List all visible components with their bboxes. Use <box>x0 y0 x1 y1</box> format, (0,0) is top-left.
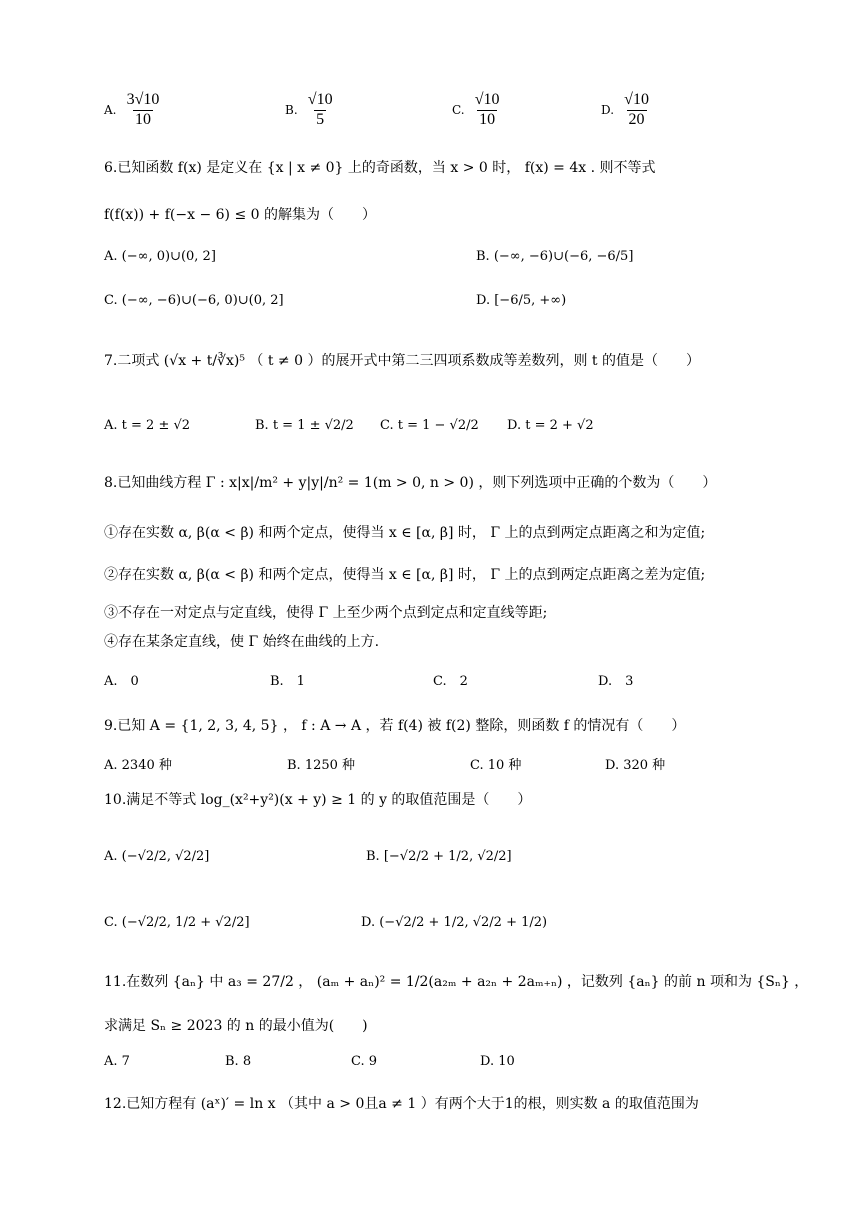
q8-statement-1: ①存在实数 α, β(α < β) 和两个定点，使得当 x ∈ [α, β] 时， Γ 上的点到两定点距离之和为定值; <box>104 525 706 541</box>
q9-option-a: A. 2340 种 <box>104 758 172 773</box>
q10-option-b: B. [−√2/2 + 1/2, √2/2] <box>366 849 512 864</box>
q8-statement-4: ④存在某条定直线，使 Γ 始终在曲线的上方. <box>104 634 380 650</box>
q9-stem: 9.已知 A = {1, 2, 3, 4, 5} ， f : A → A ，若 f(4) 被 f(2) 整除，则函数 f 的情况有（ ） <box>104 718 686 734</box>
q10-option-d: D. (−√2/2 + 1/2, √2/2 + 1/2) <box>361 915 548 930</box>
q6-option-d: D. [−6/5, +∞) <box>476 293 567 308</box>
q8-stem: 8.已知曲线方程 Γ : x|x|/m² + y|y|/n² = 1(m > 0, n > 0) ，则下列选项中正确的个数为（ ） <box>104 475 717 491</box>
q5-option-c: C. $\frac{√10}{10}$ <box>452 91 500 128</box>
q8-option-c: C. 2 <box>433 674 468 689</box>
q11-option-c: C. 9 <box>351 1054 378 1069</box>
q11-stem-line1: 11.在数列 {aₙ} 中 a₃ = 27/2 ， (aₘ + aₙ)² = 1/2(a₂ₘ + a₂ₙ + 2aₘ₊ₙ) ，记数列 {aₙ} 的前 n 项和为 {Sₙ} ， <box>104 974 809 990</box>
q6-stem-line2: f(f(x)) + f(−x − 6) ≤ 0 的解集为（ ） <box>104 207 376 223</box>
q11-option-a: A. 7 <box>104 1054 130 1069</box>
q8-option-b: B. 1 <box>270 674 305 689</box>
q9-option-d: D. 320 种 <box>605 758 666 773</box>
q10-option-a: A. (−√2/2, √2/2] <box>104 849 210 864</box>
q5-option-c-fraction: $\frac{√10}{10}$ <box>474 91 500 128</box>
q5-option-b: B. $\frac{√10}{5}$ <box>285 91 333 128</box>
q7-option-a: A. t = 2 ± √2 <box>104 418 191 433</box>
q7-stem: 7.二项式 (√x + t/∛x)⁵ （ t ≠ 0 ）的展开式中第二三四项系数成等差数列，则 t 的值是（ ） <box>104 353 700 369</box>
q6-option-b: B. (−∞, −6)∪(−6, −6/5] <box>476 249 634 264</box>
q5-option-b-fraction: $\frac{√10}{5}$ <box>307 91 333 128</box>
q5-option-d: D. $\frac{√10}{20}$ <box>601 91 649 128</box>
q7-option-b: B. t = 1 ± √2/2 <box>255 418 354 433</box>
q6-option-c: C. (−∞, −6)∪(−6, 0)∪(0, 2] <box>104 293 284 308</box>
q11-stem-line2: 求满足 Sₙ ≥ 2023 的 n 的最小值为( ) <box>104 1018 368 1034</box>
q7-option-c: C. t = 1 − √2/2 <box>380 418 479 433</box>
q5-option-a: A. $\frac{3√10}{10}$ <box>104 91 160 128</box>
q8-statement-3: ③不存在一对定点与定直线，使得 Γ 上至少两个点到定点和定直线等距; <box>104 605 548 621</box>
q8-option-d: D. 3 <box>598 674 634 689</box>
q12-stem: 12.已知方程有 (aˣ)′ = ln x （其中 a > 0且a ≠ 1 ）有两个大于1的根，则实数 a 的取值范围为 <box>104 1096 699 1112</box>
q8-statement-2: ②存在实数 α, β(α < β) 和两个定点，使得当 x ∈ [α, β] 时， Γ 上的点到两定点距离之差为定值; <box>104 567 706 583</box>
q5-option-d-fraction: $\frac{√10}{20}$ <box>624 91 649 128</box>
q6-option-a: A. (−∞, 0)∪(0, 2] <box>104 249 216 264</box>
q10-option-c: C. (−√2/2, 1/2 + √2/2] <box>104 915 250 930</box>
q11-option-d: D. 10 <box>480 1054 515 1069</box>
q7-option-d: D. t = 2 + √2 <box>507 418 594 433</box>
q8-option-a: A. 0 <box>104 674 139 689</box>
q11-option-b: B. 8 <box>225 1054 252 1069</box>
q9-option-b: B. 1250 种 <box>287 758 356 773</box>
q5-option-a-fraction: $\frac{3√10}{10}$ <box>126 91 160 128</box>
q10-stem: 10.满足不等式 log_(x²+y²)(x + y) ≥ 1 的 y 的取值范围是（ ） <box>104 792 532 808</box>
q6-stem-line1: 6.已知函数 f(x) 是定义在 {x | x ≠ 0} 上的奇函数，当 x > 0 时， f(x) = 4x . 则不等式 <box>104 160 656 176</box>
q9-option-c: C. 10 种 <box>470 758 522 773</box>
